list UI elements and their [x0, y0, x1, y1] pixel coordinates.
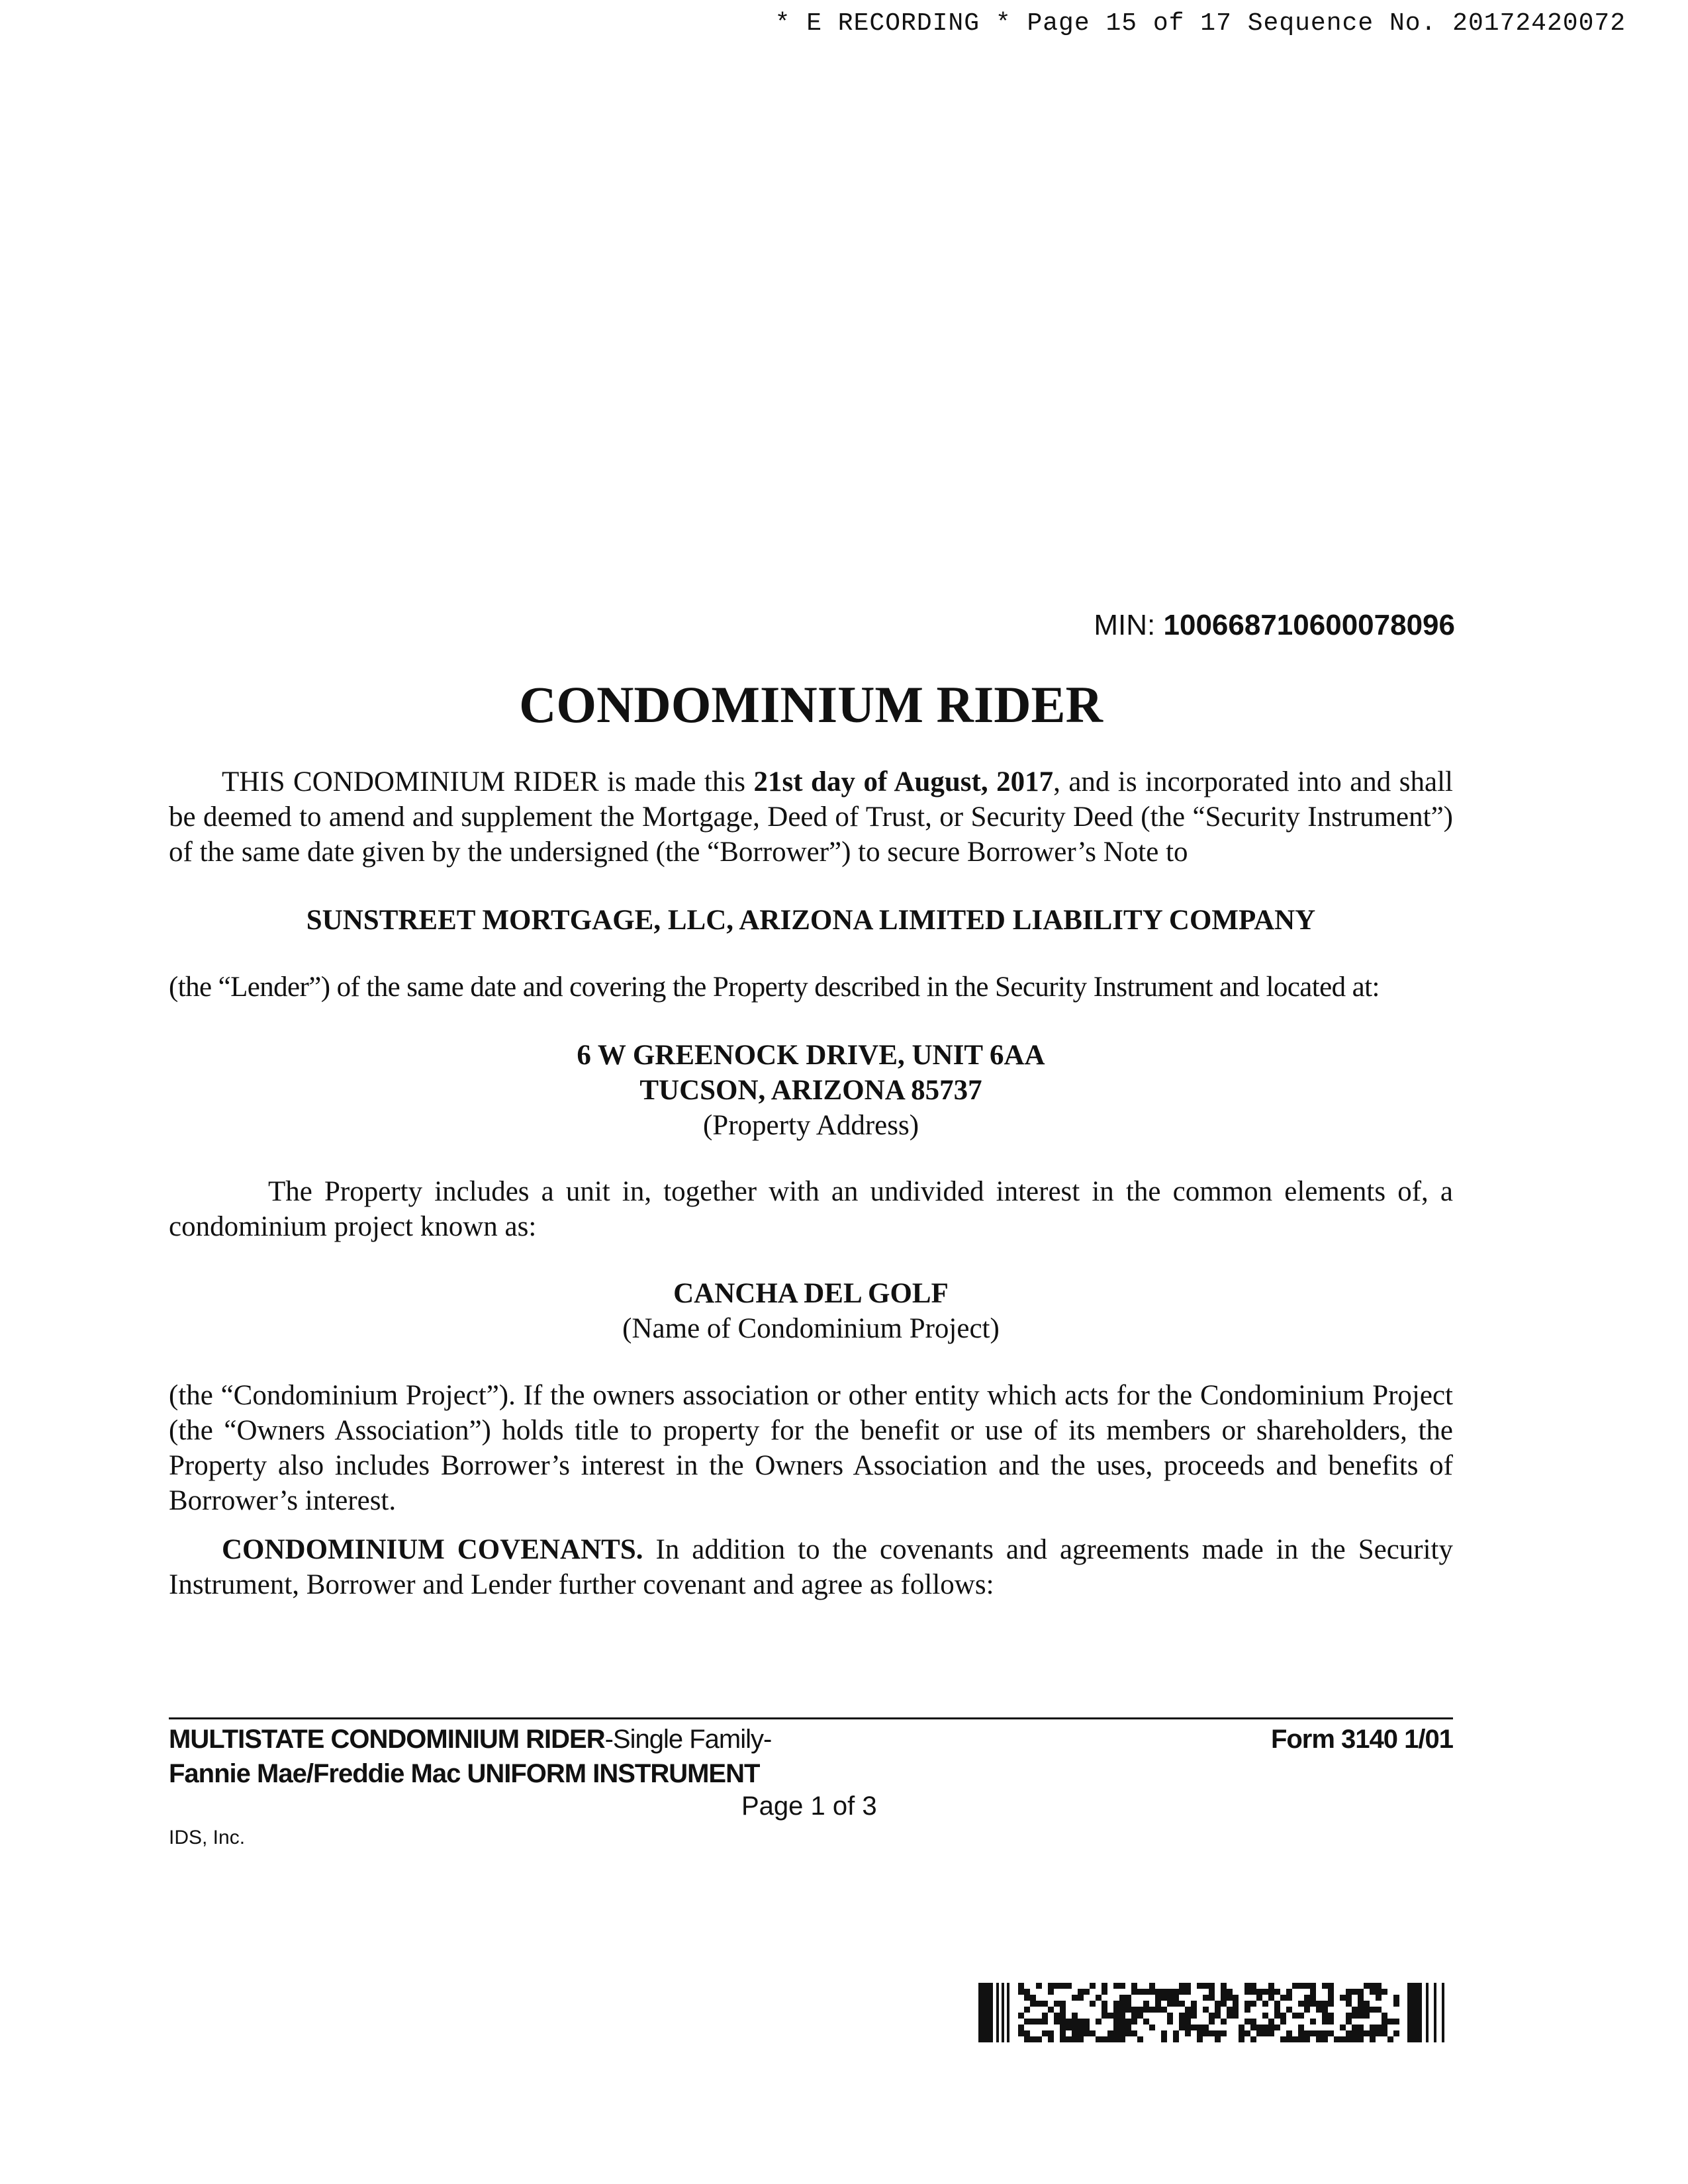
project-paragraph: The Property includes a unit in, together with an undivided interest in the common elements of, a condominium project known as:: [169, 1176, 1453, 1242]
min-number-line: [1094, 609, 1455, 642]
footer-divider: [169, 1717, 1453, 1719]
page-number: Page 1 of 3: [741, 1792, 877, 1821]
property-address-caption: (Property Address): [702, 1110, 919, 1141]
property-address-block: [169, 1038, 1453, 1143]
project-name-block: [169, 1276, 1453, 1346]
intro-text-2: , and is incorporated into and shall be deemed to amend and supplement the Mortgage, Deed of Trust, or Security Deed (the “Security Instrument”) of the same date given by the undersigned (the “Borrower”) to secure Borrower’s Note to: [169, 766, 1453, 868]
owners-association-paragraph: (the “Condominium Project”). If the owners association or other entity which acts for the Condominium Project (the “Owners Association”) holds title to property for the benefit or use of its members or shareholders, the Property also includes Borrower’s interest in the Owners Association and the uses, proceeds and benefits of Borrower’s interest.: [169, 1380, 1453, 1516]
covenants-paragraph: [169, 1532, 1453, 1602]
rider-date: 21st day of August, 2017: [753, 766, 1054, 797]
intro-paragraph: [169, 764, 1453, 870]
form-number: Form 3140 1/01: [1270, 1725, 1453, 1754]
property-address-line1: 6 W GREENOCK DRIVE, UNIT 6AA: [577, 1040, 1045, 1071]
publisher-name: IDS, Inc.: [169, 1827, 246, 1848]
covenants-text: In addition to the covenants and agreements made in the Security Instrument, Borrower and Lender further covenant and agree as follows:: [169, 1534, 1453, 1600]
form-title-bold: MULTISTATE CONDOMINIUM RIDER: [169, 1725, 605, 1754]
form-title-line1: [169, 1725, 771, 1754]
document-title: CONDOMINIUM RIDER: [519, 676, 1103, 733]
property-address-line2: TUCSON, ARIZONA 85737: [639, 1075, 982, 1106]
lender-paragraph: (the “Lender”) of the same date and covering the Property described in the Security Instrument and located at:: [169, 972, 1380, 1003]
project-name-caption: (Name of Condominium Project): [622, 1313, 1000, 1344]
min-number: 100668710600078096: [1163, 609, 1455, 641]
recording-header: * E RECORDING * Page 15 of 17 Sequence No. 20172420072: [774, 9, 1626, 38]
lender-name: SUNSTREET MORTGAGE, LLC, ARIZONA LIMITED LIABILITY COMPANY: [306, 905, 1316, 936]
project-name: CANCHA DEL GOLF: [673, 1278, 949, 1309]
intro-text-1: THIS CONDOMINIUM RIDER is made this: [222, 766, 754, 797]
form-title-line2: Fannie Mae/Freddie Mac UNIFORM INSTRUMENT: [169, 1759, 760, 1788]
barcode-icon: [978, 1983, 1455, 2042]
min-label: MIN:: [1094, 609, 1156, 641]
covenants-heading: CONDOMINIUM COVENANTS.: [222, 1534, 643, 1565]
form-title-rest: -Single Family-: [604, 1725, 772, 1754]
